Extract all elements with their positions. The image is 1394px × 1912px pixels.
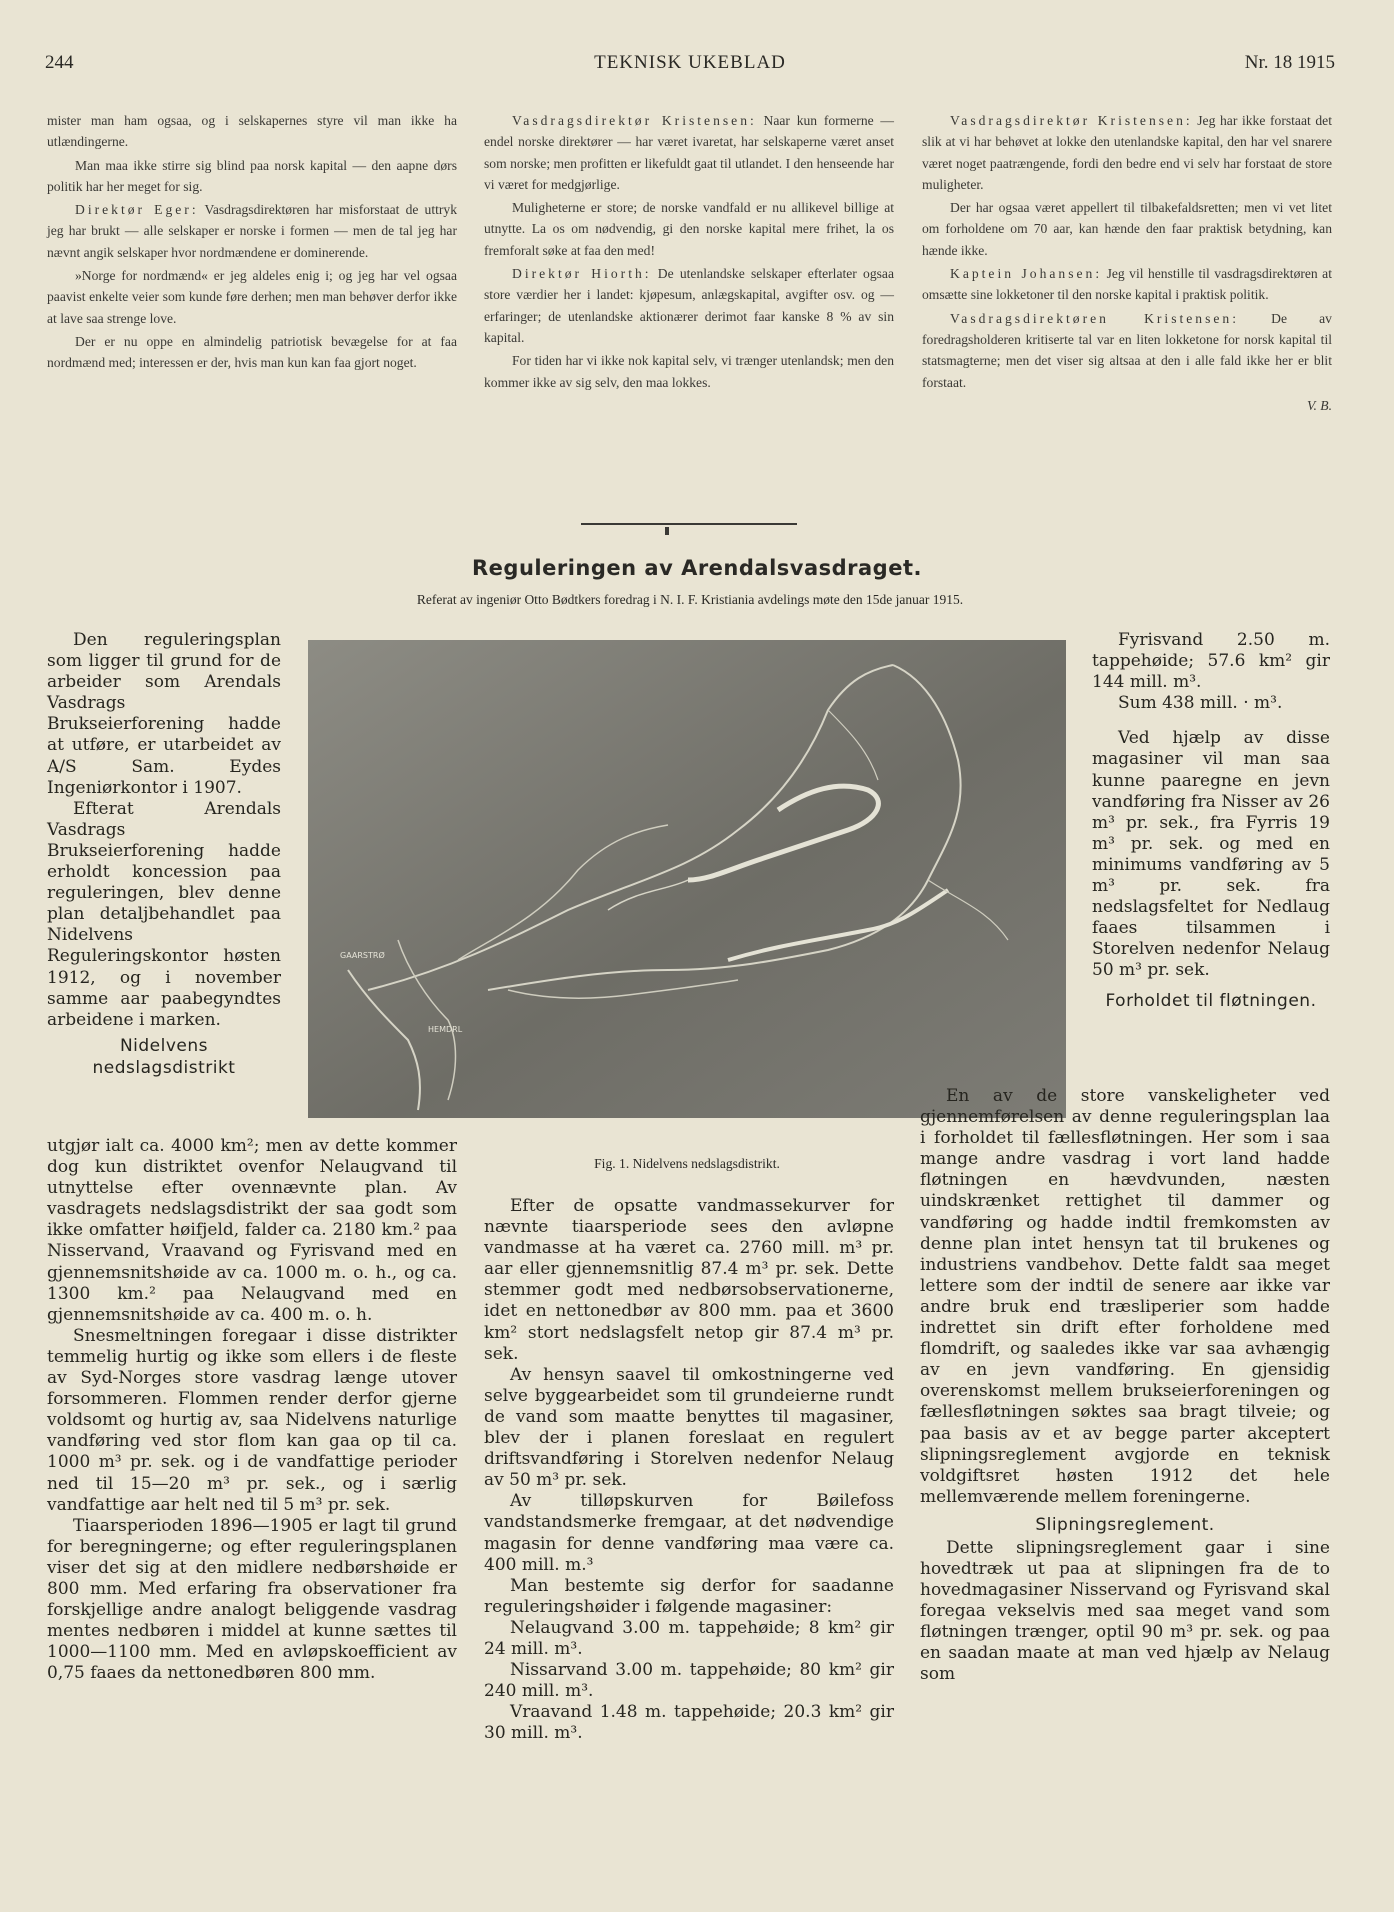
page-number: 244 [45,52,74,73]
paragraph: »Norge for nordmænd« er jeg aldeles enig i; og jeg har vel ogsaa paavist enkelte veier som kunde føre derhen; men man behøver derfor ikke at lave saa strenge love. [47,268,457,326]
article-column-3-bottom [920,1086,1330,1686]
article-column-1-bottom [47,1136,457,1684]
article-title: Reguleringen av Arendalsvasdraget. [472,556,922,580]
paragraph: Ved hjælp av disse magasiner vil man saa kunne paaregne en jevn vandføring fra Nisser av 26 m³ pr. sek., fra Fyrris 19 m³ pr. sek. og med en minimums vandføring av 5 m³ pr. sek. fra nedslagsfeltet for Nedlaug faaes tilsammen i Storelven nedenfor Nelaug 50 m³ pr. sek. [1092,728,1330,981]
divider-ornament [665,527,669,535]
paragraph: Efterat Arendals Vasdrags Brukseierforening hadde erholdt koncession paa reguleringen, blev denne plan detaljbehandlet paa Nidelvens Reguleringskontor høsten 1912, og i november samme aar paabegyndtes arbeidene i marken. [47,798,281,1030]
discussion-column-3 [922,110,1332,416]
section-divider [581,523,797,525]
article-column-1-top [47,630,281,1081]
map-label: GAARSTRØ [340,951,385,960]
paragraph: Vasdragsdirektør Kristensen: Naar kun formerne — endel norske direktører — har været ivaretat, har selskaperne været anset som norske; men profitten er likefuldt gaat til utlandet. I den henseende har vi været for medgjørlige. [484,113,894,192]
paragraph: Kaptein Johansen: Jeg vil henstille til vasdragsdirektøren at omsætte sine lokketoner til den norske kapital i praktisk politik. [922,266,1332,303]
speaker: Vasdragsdirektør Kristensen: [512,113,757,128]
section-heading: Nidelvens nedslagsdistrikt [92,1035,236,1078]
reservoir-line: Fyrisvand 2.50 m. tappehøide; 57.6 km² gir 144 mill. m³. [1092,630,1330,693]
speaker: Vasdragsdirektøren Kristensen: [950,310,1239,326]
reservoir-line: Nissarvand 3.00 m. tappehøide; 80 km² gir 240 mill. m³. [484,1660,894,1702]
article-column-2 [484,1196,894,1744]
paragraph: Den reguleringsplan som ligger til grund for de arbeider som Arendals Vasdrags Brukseierforening hadde at utføre, er utarbeidet av A/S Sam. Eydes Ingeniørkontor i 1907. [47,630,281,798]
journal-title: TEKNISK UKEBLAD [594,52,786,73]
paragraph: utgjør ialt ca. 4000 km²; men av dette kommer dog kun distriktet ovenfor Nelaugvand til utnyttelse efter ovennævnte plan. Av vasdragets nedslagsdistrikt der saa godt som ikke omfatter høifjeld, falder ca. 2180 km.² paa Nisservand, Vraavand og Fyrisvand med en gjennemsnitshøide av ca. 1000 m. o. h., og ca. 1300 km.² paa Nelaugvand med en gjennemsnitshøide av ca. 400 m. o. h. [47,1136,457,1325]
reservoir-line: Nelaugvand 3.00 m. tappehøide; 8 km² gir 24 mill. m³. [484,1617,894,1659]
discussion-column-1 [47,110,457,376]
paragraph: En av de store vanskeligheter ved gjennemførelsen av denne reguleringsplan laa i forholdet til fællesfløtningen. Her som i saa mange andre vasdrag i vort land hadde fløtningen en hævdvunden, næsten uindskrænket rettighet til dammer og vandføring og hadde indtil fremkomsten av denne plan intet hensyn tat til brukenes og industriens vandbehov. Dette faldt saa meget lettere som der indtil de senere aar ikke var andre bruk end træsliperier som hadde indrettet sin drift efter forholdene med flomdrift, og saaledes ikke var saa avhængig av en jevn vandføring. En gjensidig overenskomst mellem brukseierforeningen og fællesfløtningen søktes saa bragt tilveie; og paa basis av et av begge parter akceptert slipningsreglement avgjorde en teknisk voldgiftsret høsten 1912 det hele mellemværende mellem foreningerne. [920,1086,1330,1507]
paragraph: Efter de opsatte vandmassekurver for nævnte tiaarsperiode sees den avløpne vandmasse at ha været ca. 2760 mill. m³ pr. aar eller gjennemsnitlig 87.4 m³ pr. sek. Dette stemmer godt med nedbørsobservationerne, idet en nettonedbør av 800 mm. paa et 3600 km² stort nedslagsfelt netop gir 87.4 m³ pr. sek. [484,1196,894,1364]
speaker: Kaptein Johansen: [950,266,1103,282]
paragraph: Tiaarsperioden 1896—1905 er lagt til grund for beregningerne; og efter reguleringsplanen viser det sig at den midlere nedbørshøide er 800 mm. Med erfaring fra observationer fra forskjellige andre analogt beliggende vasdrag mentes nedbøren i middel at kunne sættes til 1000—1100 mm. Med en avløpskoefficient av 0,75 faaes da nettonedbøren 800 mm. [47,1515,457,1684]
paragraph: Der er nu oppe en almindelig patriotisk bevægelse for at faa nordmænd med; interessen er der, hvis man kun kan faa gjort noget. [47,333,457,371]
paragraph: Man maa ikke stirre sig blind paa norsk kapital — den aapne dørs politik har her meget for sig. [47,157,457,194]
speaker: Direktør Hiorth: [512,266,652,282]
figure-caption: Fig. 1. Nidelvens nedslagsdistrikt. [594,1156,780,1171]
signature: V. B. [1306,397,1332,413]
map-image [308,640,1066,1118]
paragraph: Vasdragsdirektøren Kristensen: De av foredragsholderen kritiserte tal var en liten lokketone for norsk kapital til statsmagterne; men det viser sig altsaa at den i alle fald ikke her er blit forstaat. [922,310,1332,390]
speaker: Direktør Eger: [75,202,199,218]
issue-number: Nr. 18 1915 [1244,52,1335,73]
paragraph: Direktør Hiorth: De utenlandske selskaper efterlater ogsaa store værdier her i landet: kjøpesum, anlægskapital, avgifter osv. og — erfaringer; de utenlandske aktionærer derimot faar kanske 8 % av sin kapital. [484,266,894,345]
paragraph: Man bestemte sig derfor for saadanne reguleringshøider i følgende magasiner: [484,1575,894,1617]
discussion-column-2 [484,110,894,395]
article-column-3-top [1092,630,1330,1014]
reservoir-sum: Sum 438 mill. · m³. [1118,693,1283,714]
section-heading: Forholdet til fløtningen. [1105,990,1317,1011]
paragraph: Snesmeltningen foregaar i disse distrikter temmelig hurtig og ikke som ellers i de fleste av Syd-Norges store vasdrag længe utover forsommeren. Flommen render derfor gjerne voldsomt og hurtig av, saa Nidelvens naturlige vandføring ved stor flom kan gaa op til ca. 1000 m³ pr. sek. og i de vandfattige perioder ned til 15—20 m³ pr. sek., og i særlig vandfattige aar helt ned til 5 m³ pr. sek. [47,1325,457,1515]
paragraph: Av hensyn saavel til omkostningerne ved selve byggearbeidet som til grundeierne rundt de vand som maatte benyttes til magasiner, blev der i planen foreslaat en regulert driftsvandføring i Storelven nedenfor Nelaug av 50 m³ pr. sek. [484,1364,894,1491]
paragraph: Dette slipningsreglement gaar i sine hovedtræk ut paa at slipningen fra de to hovedmagasiner Nisservand og Fyrisvand skal foregaa vekselvis med saa meget vand som fløtningen trænger, optil 90 m³ pr. sek. og paa en saadan maate at man ved hjælp av Nelaug som [920,1537,1330,1685]
paragraph: Vasdragsdirektør Kristensen: Jeg har ikke forstaat det slik at vi har behøvet at lokke den utenlandske kapital, den har vel snarere været noget paatrængende, fordi den bedre end vi selv har forstaat de store muligheter. [922,113,1332,192]
reservoir-line: Vraavand 1.48 m. tappehøide; 20.3 km² gir 30 mill. m³. [484,1702,894,1744]
map-label: HEMDRL [428,1025,463,1034]
map-figure [308,640,1066,1118]
paragraph: Direktør Eger: Vasdragsdirektøren har misforstaat de uttryk jeg har brukt — alle selskaper er norske i formen — men de tal jeg har nævnt angik selskaper hvor nordmændene er dominerende. [47,202,458,260]
speaker: Vasdragsdirektør Kristensen: [950,113,1193,128]
article-subtitle: Referat av ingeniør Otto Bødtkers foredrag i N. I. F. Kristiania avdelings møte den 15de januar 1915. [416,592,964,607]
paragraph: Muligheterne er store; de norske vandfald er nu allikevel billige at utnytte. La os om nødvendig, gi den norske kapital mere frihet, la os fremforalt søke at faa den med! [484,200,894,258]
paragraph: Av tilløpskurven for Bøilefoss vandstandsmerke fremgaar, at det nødvendige magasin for denne vandføring maa være ca. 400 mill. m.³ [484,1491,894,1575]
paragraph: For tiden har vi ikke nok kapital selv, vi trænger utenlandsk; men den kommer ikke av sig selv, den maa lokkes. [484,353,894,390]
paragraph: mister man ham ogsaa, og i selskapernes styre vil man ikke ha utlændingerne. [47,113,457,150]
paragraph: Der har ogsaa været appellert til tilbakefaldsretten; men vi vet litet om forholdene om 70 aar, kan hænde den faar praktisk betydning, kan hænde ikke. [922,200,1332,258]
section-heading: Slipningsreglement. [1035,1514,1215,1535]
page-header [45,52,1335,82]
